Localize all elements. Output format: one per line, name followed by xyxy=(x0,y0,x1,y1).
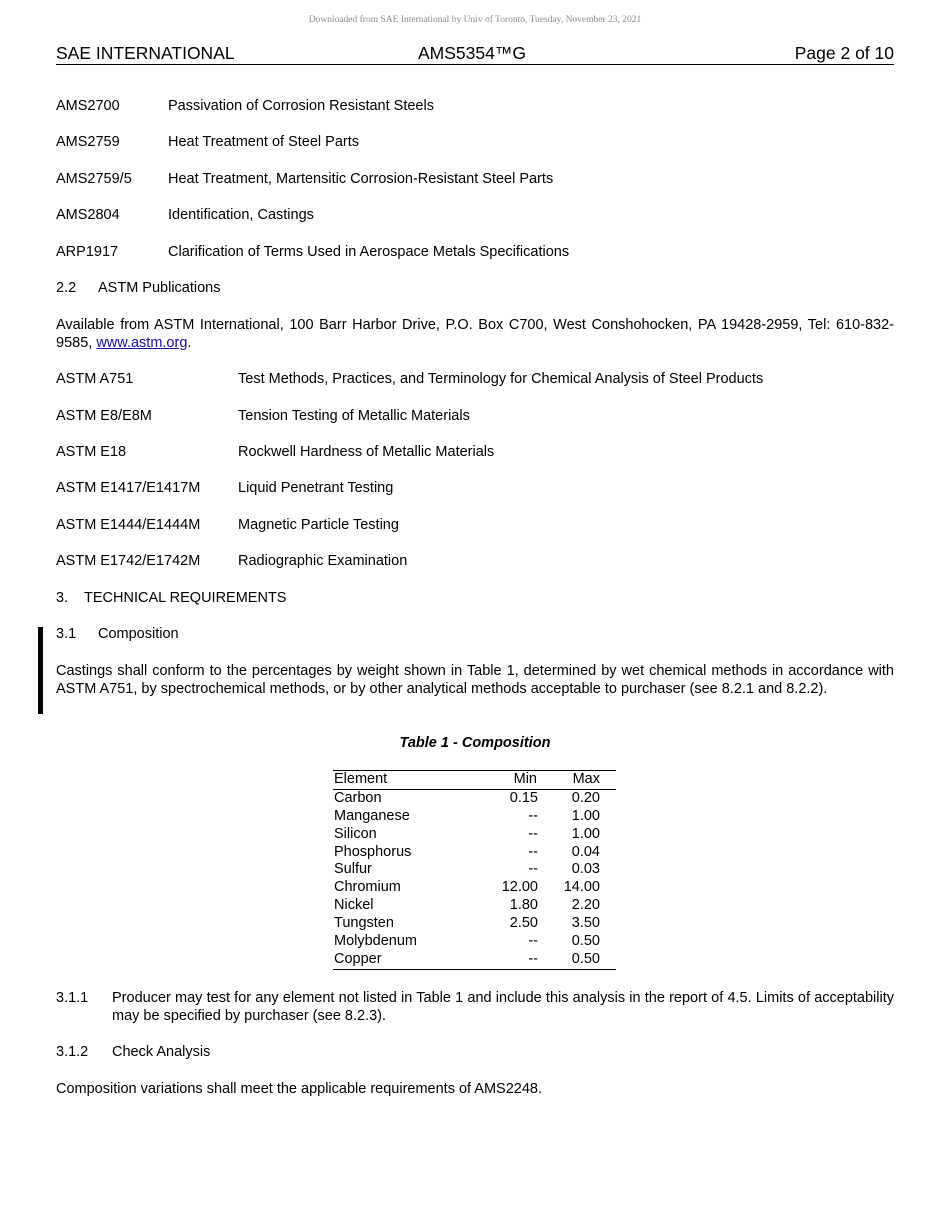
cell-min: 12.00 xyxy=(501,879,538,896)
column-header-element: Element xyxy=(334,771,388,787)
cell-element: Chromium xyxy=(334,879,401,896)
section-number: 3. xyxy=(56,590,69,606)
reference-title: Magnetic Particle Testing xyxy=(238,517,399,533)
cell-element: Tungsten xyxy=(334,915,394,932)
cell-element: Phosphorus xyxy=(334,843,412,860)
table-title: Table 1 - Composition xyxy=(399,735,551,751)
section-heading-3 xyxy=(56,590,286,606)
cell-max: 3.50 xyxy=(571,915,600,932)
download-watermark: Downloaded from SAE International by Univ of Toronto, Tuesday, November 23, 2021 xyxy=(308,15,642,25)
table-row xyxy=(333,897,616,915)
cell-element: Sulfur xyxy=(334,861,372,878)
section-text: Producer may test for any element not listed in Table 1 and include this analysis in the report of 4.5. Limits of acceptability may be specified by purchaser (see 8.2.3). xyxy=(112,990,894,1024)
cell-min: -- xyxy=(528,825,538,842)
cell-min: 1.80 xyxy=(509,897,538,914)
reference-title: Rockwell Hardness of Metallic Materials xyxy=(238,444,495,460)
section-heading-3-1-2 xyxy=(56,1044,210,1060)
section-title: Composition xyxy=(98,626,179,642)
reference-code: AMS2804 xyxy=(56,207,120,223)
column-header-min: Min xyxy=(513,771,537,787)
header-page-number: Page 2 of 10 xyxy=(794,43,894,63)
cell-min: 2.50 xyxy=(509,915,538,932)
check-analysis-paragraph: Composition variations shall meet the applicable requirements of AMS2248. xyxy=(56,1081,543,1097)
cell-element: Silicon xyxy=(334,825,377,842)
reference-code: ASTM E1444/E1444M xyxy=(56,517,201,533)
cell-max: 14.00 xyxy=(563,879,600,896)
section-number: 3.1.1 xyxy=(56,990,89,1006)
reference-title: Test Methods, Practices, and Terminology for Chemical Analysis of Steel Products xyxy=(238,371,764,387)
table-row xyxy=(333,915,616,933)
reference-title: Passivation of Corrosion Resistant Steels xyxy=(168,98,434,114)
availability-text: Available from ASTM International, 100 Barr Harbor Drive, P.O. Box C700, West Conshohocken, PA 19428-2959, Tel: 610-832-9585, xyxy=(56,317,894,351)
reference-title: Radiographic Examination xyxy=(238,553,408,569)
table-header-row xyxy=(333,771,616,790)
cell-max: 1.00 xyxy=(571,825,600,842)
table-row xyxy=(333,879,616,897)
reference-code: ASTM E8/E8M xyxy=(56,408,152,424)
cell-element: Copper xyxy=(334,950,382,967)
reference-code: ASTM A751 xyxy=(56,371,134,387)
reference-code: AMS2759/5 xyxy=(56,171,132,187)
astm-availability-paragraph xyxy=(56,317,894,352)
section-title: ASTM Publications xyxy=(98,280,221,296)
cell-max: 0.04 xyxy=(571,843,600,860)
table-row xyxy=(333,861,616,879)
cell-max: 0.50 xyxy=(571,950,600,967)
table-row xyxy=(333,844,616,862)
cell-min: -- xyxy=(528,843,538,860)
cell-max: 2.20 xyxy=(571,897,600,914)
reference-code: ARP1917 xyxy=(56,244,119,260)
reference-title: Identification, Castings xyxy=(168,207,314,223)
composition-paragraph: Castings shall conform to the percentages by weight shown in Table 1, determined by wet chemical methods in accordance with ASTM A751, by spectrochemical methods, or by other analytical methods acceptable to purchaser (see 8.2.1 and 8.2.2). xyxy=(56,663,894,697)
header-doc-id: AMS5354™G xyxy=(418,43,526,63)
section-heading-3-1 xyxy=(56,626,179,642)
astm-website-link[interactable]: www.astm.org xyxy=(96,334,188,351)
cell-max: 0.20 xyxy=(571,789,600,806)
reference-code: AMS2700 xyxy=(56,98,120,114)
cell-min: 0.15 xyxy=(509,789,538,806)
cell-min: -- xyxy=(528,807,538,824)
column-header-max: Max xyxy=(572,771,600,787)
cell-max: 0.03 xyxy=(571,861,600,878)
section-title: Check Analysis xyxy=(112,1044,211,1060)
cell-element: Molybdenum xyxy=(334,933,418,950)
composition-table xyxy=(333,770,616,970)
cell-element: Carbon xyxy=(334,789,382,806)
cell-min: -- xyxy=(528,861,538,878)
reference-code: AMS2759 xyxy=(56,134,120,150)
revision-change-bar xyxy=(38,627,43,714)
section-number: 3.1 xyxy=(56,626,77,642)
table-row xyxy=(333,790,616,808)
reference-code: ASTM E1742/E1742M xyxy=(56,553,201,569)
cell-min: -- xyxy=(528,933,538,950)
page-header xyxy=(56,43,894,65)
table-row xyxy=(333,933,616,951)
section-3-1-1 xyxy=(56,990,894,1025)
section-number: 3.1.2 xyxy=(56,1044,89,1060)
reference-title: Clarification of Terms Used in Aerospace Metals Specifications xyxy=(168,244,570,260)
cell-element: Nickel xyxy=(334,897,374,914)
cell-element: Manganese xyxy=(334,807,410,824)
reference-title: Heat Treatment, Martensitic Corrosion-Resistant Steel Parts xyxy=(168,171,554,187)
cell-max: 1.00 xyxy=(571,807,600,824)
table-row xyxy=(333,951,616,969)
section-number: 2.2 xyxy=(56,280,77,296)
reference-title: Heat Treatment of Steel Parts xyxy=(168,134,360,150)
header-org: SAE INTERNATIONAL xyxy=(56,43,235,63)
reference-title: Tension Testing of Metallic Materials xyxy=(238,408,470,424)
table-row xyxy=(333,826,616,844)
cell-max: 0.50 xyxy=(571,933,600,950)
reference-code: ASTM E1417/E1417M xyxy=(56,480,201,496)
section-title: TECHNICAL REQUIREMENTS xyxy=(84,590,287,606)
section-heading-2-2 xyxy=(56,280,221,296)
cell-min: -- xyxy=(528,950,538,967)
table-row xyxy=(333,808,616,826)
reference-code: ASTM E18 xyxy=(56,444,127,460)
availability-end: . xyxy=(187,334,192,351)
reference-title: Liquid Penetrant Testing xyxy=(238,480,394,496)
